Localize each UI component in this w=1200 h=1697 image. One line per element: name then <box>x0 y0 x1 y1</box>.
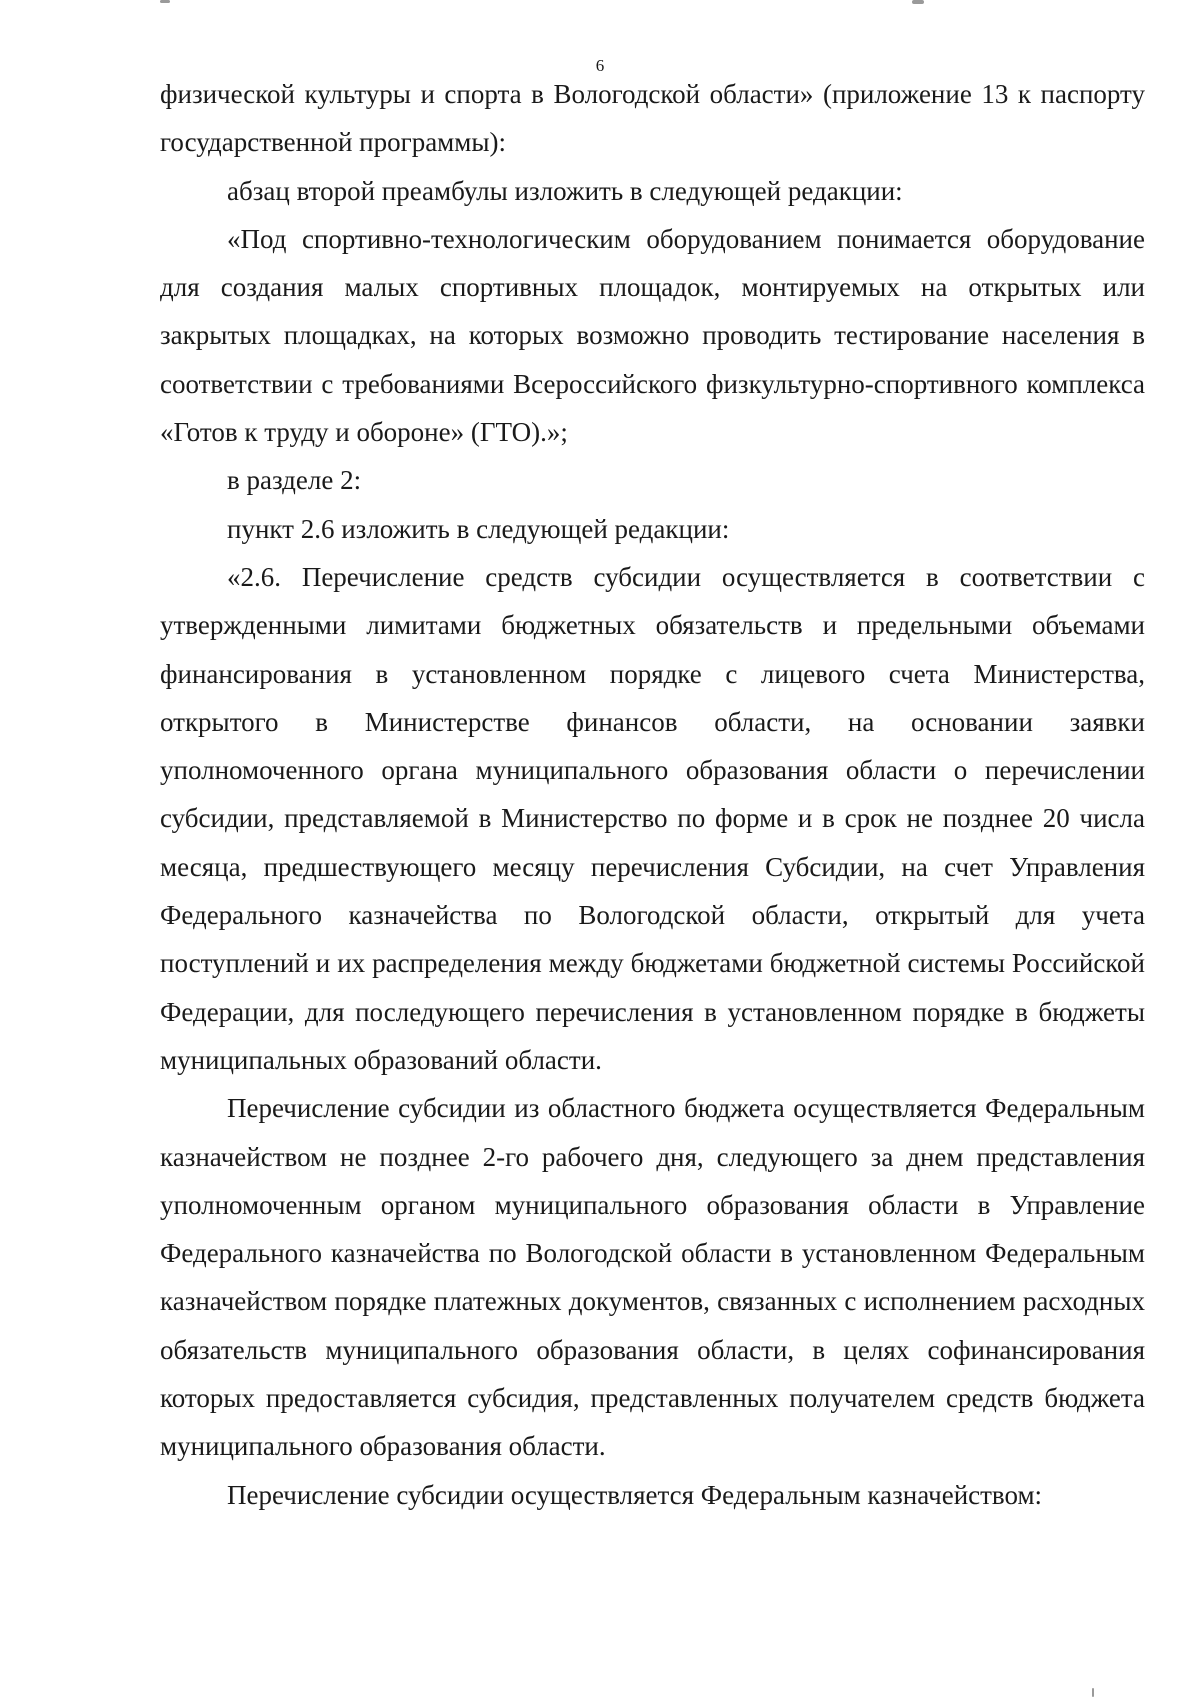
paragraph-item-2-6: «2.6. Перечисление средств субсидии осуществляется в соответствии с утвержденными лимитами бюджетных обязательств и предельными объемами финансирования в установленном порядке с лицевого счета Министерства, открытого в Министерстве финансов области, на основании заявки уполномоченного органа муниципального образования области о перечислении субсидии, представляемой в Министерство по форме и в срок не позднее 20 числа месяца, предшествующего месяцу перечисления Субсидии, на счет Управления Федерального казначейства по Вологодской области, открытый для учета поступлений и их распределения между бюджетами бюджетной системы Российской Федерации, для последующего перечисления в установленном порядке в бюджеты муниципальных образований области. <box>160 561 1145 1075</box>
page-number: 6 <box>595 56 605 75</box>
paragraph-transfer-terms: Перечисление субсидии из областного бюджета осуществляется Федеральным казначейством не позднее 2-го рабочего дня, следующего за днем представления уполномоченным органом муниципального образования области в Управление Федерального казначейства по Вологодской области в установленном Федеральным казначейством порядке платежных документов, связанных с исполнением расходных обязательств муниципального образования области, в целях софинансирования которых предоставляется субсидия, представленных получателем средств бюджета муниципального образования области. <box>160 1093 1145 1462</box>
paragraph-preamble-instruction: абзац второй преамбулы изложить в следующей редакции: <box>227 175 903 206</box>
scan-artifact-top-right <box>912 0 924 4</box>
document-body <box>160 70 1145 1519</box>
paragraph-continuation: физической культуры и спорта в Вологодской области» (приложение 13 к паспорту государственной программы): <box>160 79 1145 158</box>
paragraph-section-2: в разделе 2: <box>227 465 362 496</box>
scan-artifact-bottom <box>1092 1688 1094 1697</box>
paragraph-equipment-definition: «Под спортивно-технологическим оборудованием понимается оборудование для создания малых спортивных площадок, монтируемых на открытых или закрытых площадках, на которых возможно проводить тестирование населения в соответствии с требованиями Всероссийского физкультурно-спортивного комплекса «Готов к труду и обороне» (ГТО).»; <box>160 223 1145 448</box>
scan-artifact-top-left <box>160 0 170 3</box>
paragraph-item-instruction: пункт 2.6 изложить в следующей редакции: <box>227 513 730 544</box>
paragraph-transfer-list-intro: Перечисление субсидии осуществляется Федеральным казначейством: <box>227 1479 1043 1510</box>
